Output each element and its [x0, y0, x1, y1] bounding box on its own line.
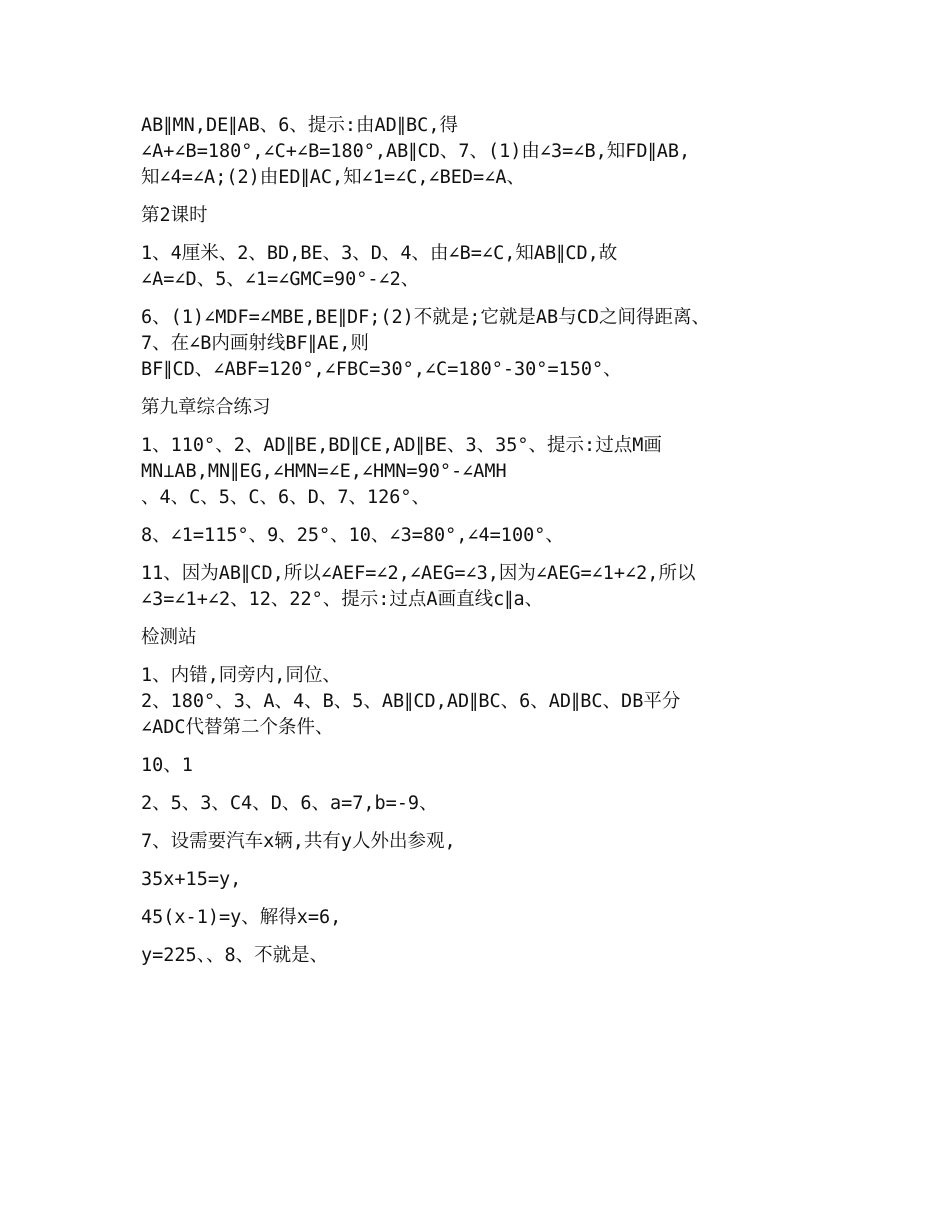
text-line: 6、(1)∠MDF=∠MBE,BE∥DF;(2)不就是;它就是AB与CD之间得距离、 — [141, 307, 710, 328]
text-line: 1、4厘米、2、BD,BE、3、D、4、由∠B=∠C,知AB∥CD,故 — [141, 243, 618, 264]
paragraph-equation-1 — [141, 867, 841, 893]
paragraph-lesson-2-part-1 — [141, 241, 841, 293]
text-line: 1、110°、2、AD∥BE,BD∥CE,AD∥BE、3、35°、提示:过点M画 — [141, 435, 662, 456]
paragraph-review-part-2 — [141, 523, 841, 549]
text-line: 10、1 — [141, 755, 193, 776]
paragraph-answers-1 — [141, 113, 841, 191]
text-line: y=225、、8、不就是、 — [141, 945, 329, 966]
paragraph-checkpoint-part-2 — [141, 753, 841, 779]
text-line: 35x+15=y, — [141, 869, 242, 890]
text-line: ∠ADC代替第二个条件、 — [141, 717, 334, 738]
document-body — [141, 113, 841, 981]
text-line: 知∠4=∠A;(2)由ED∥AC,知∠1=∠C,∠BED=∠A、 — [141, 167, 525, 188]
paragraph-equation-2 — [141, 905, 841, 931]
text-line: ∠A+∠B=180°,∠C+∠B=180°,AB∥CD、7、(1)由∠3=∠B,知FD∥AB, — [141, 141, 691, 162]
text-line: 7、在∠B内画射线BF∥AE,则 — [141, 333, 369, 354]
text-line: 2、180°、3、A、4、B、5、AB∥CD,AD∥BC、6、AD∥BC、DB平分 — [141, 691, 681, 712]
text-line: ∠3=∠1+∠2、12、22°、提示:过点A画直线c∥a、 — [141, 589, 544, 610]
paragraph-checkpoint-part-1 — [141, 663, 841, 741]
text-line: AB∥MN,DE∥AB、6、提示:由AD∥BC,得 — [141, 115, 458, 136]
text-line: 2、5、3、C4、D、6、a=7,b=-9、 — [141, 793, 438, 814]
text-line: 45(x-1)=y、解得x=6, — [141, 907, 342, 928]
text-line: BF∥CD、∠ABF=120°,∠FBC=30°,∠C=180°-30°=150°、 — [141, 359, 622, 380]
paragraph-lesson-2-part-2 — [141, 305, 841, 383]
section-heading-lesson-2: 第2课时 — [141, 205, 208, 226]
text-line: ∠A=∠D、5、∠1=∠GMC=90°-∠2、 — [141, 269, 420, 290]
text-line: 11、因为AB∥CD,所以∠AEF=∠2,∠AEG=∠3,因为∠AEG=∠1+∠2,所以 — [141, 563, 696, 584]
paragraph-checkpoint-part-4 — [141, 829, 841, 855]
paragraph-checkpoint-part-3 — [141, 791, 841, 817]
text-line: 7、设需要汽车x辆,共有y人外出参观, — [141, 831, 456, 852]
paragraph-equation-3 — [141, 943, 841, 969]
text-line: MN⊥AB,MN∥EG,∠HMN=∠E,∠HMN=90°-∠AMH — [141, 461, 507, 482]
section-heading-checkpoint: 检测站 — [141, 627, 197, 648]
text-line: 1、内错,同旁内,同位、 — [141, 665, 341, 686]
paragraph-review-part-3 — [141, 561, 841, 613]
text-line: 8、∠1=115°、9、25°、10、∠3=80°,∠4=100°、 — [141, 525, 564, 546]
text-line: 、4、C、5、C、6、D、7、126°、 — [141, 487, 431, 508]
section-heading-chapter-9-review: 第九章综合练习 — [141, 397, 271, 418]
paragraph-review-part-1 — [141, 433, 841, 511]
